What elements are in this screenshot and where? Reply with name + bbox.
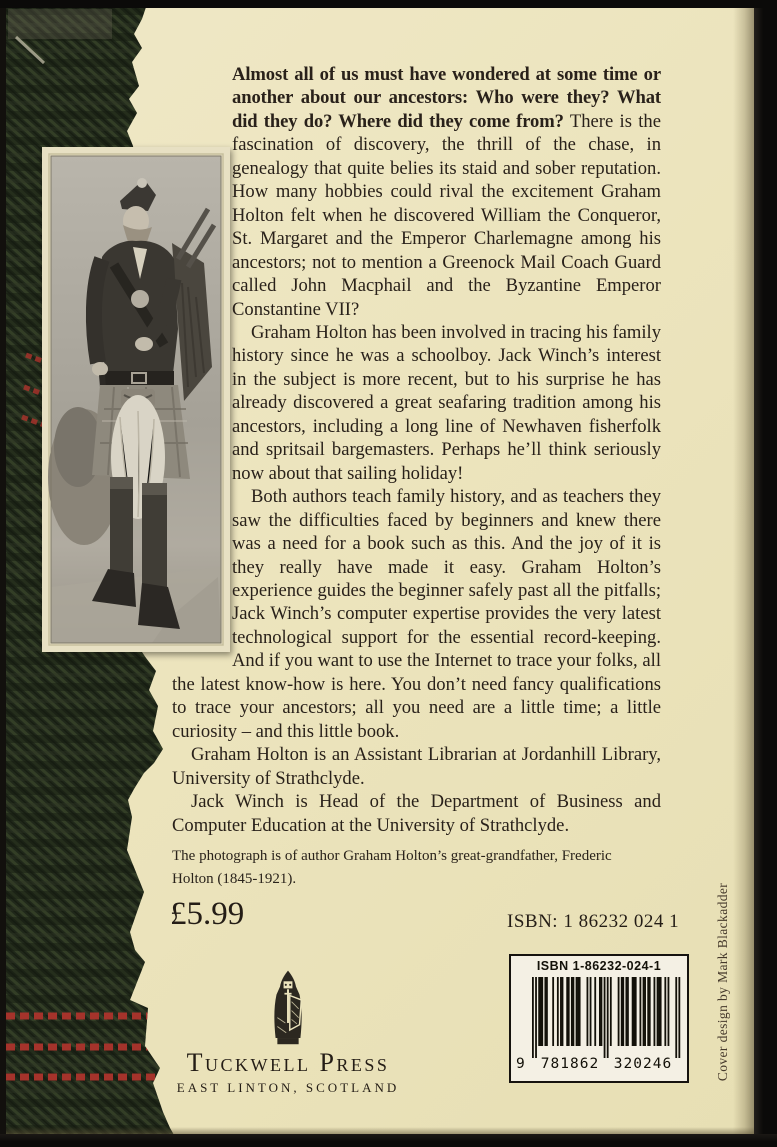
scan-edge-bottom [0,1134,777,1147]
blurb-paragraph-1 [172,63,661,321]
blurb-paragraph-2: Graham Holton has been involved in tracing his family history since he was a schoolboy. Jack Winch’s interest in the subject is more recent, but to his surprise he has already discovered a great seafaring tradition among his ancestors, including a long line of Newhaven fisherfolk and spritsail bargemasters. Perhaps he’ll think seriously now about that sailing holiday! [232,321,661,484]
barcode-box [509,954,689,1083]
back-cover-blurb [172,63,661,837]
blurb-paragraph-1-rest: There is the fascination of discovery, the thrill of the chase, in genealogy that quite belies its staid and sober reputation. How many hobbies could rival the excitement Graham Holton felt when he discovered William the Conqueror, St. Margaret and the Emperor Charlemagne among his ancestors; not to mention a Greenock Mail Coach Guard called John Macphail and the Byzantine Emperor Constantine VII? [232,110,661,320]
blurb-paragraph-4: Graham Holton is an Assistant Librarian at Jordanhill Library, University of Strathclyde. [172,744,661,789]
publisher-name: Tuckwell Press [186,1048,390,1077]
left-hose [110,477,133,573]
blurb-paragraph-3: Both authors teach family history, and as teachers they saw the difficulties faced by beginners and knew there was a need for a book such as this. And the joy of it is they really have made it easy. Graham Holton’s experience guides the beginner safely past all the pitfalls; Jack Winch’s computer expertise provides the very latest technological support for the essential record-keeping. And if you want to use the Internet to trace your folks, all the latest know-how is here. You don’t need fancy qualifications to trace your ancestors; all you need are a little time; a little curiosity – and this little book. [172,486,661,742]
cover-design-credit: Cover design by Mark Blackadder [715,882,730,1082]
publisher-location: EAST LINTON, SCOTLAND [176,1080,400,1095]
page-fold-shadow [733,7,754,1135]
barcode-bars [514,974,684,1071]
barcode-isbn-label: ISBN 1-86232-024-1 [536,959,662,973]
cover-bottom-shadow [6,1127,754,1134]
price: £5.99 [170,896,245,932]
barcode-digit-group2: 320246 [613,1056,673,1071]
publisher-imprint [168,968,408,1096]
worn-patch [8,9,112,39]
blurb-paragraph-5: Jack Winch is Head of the Department of Business and Computer Education at the University of Strathclyde. [172,791,661,836]
tuckwell-press-logo-icon [256,968,320,1046]
blurb-bold-intro: Almost all of us must have wondered at some time or another about our ancestors: Who were they? What did they do? Where did they come from? [232,64,661,132]
barcode-digit-group1: 781862 [540,1056,600,1071]
plaid-brooch [131,290,149,308]
scan-edge-right [754,0,777,1147]
barcode-digit-lead: 9 [516,1056,526,1071]
photo-caption: The photograph is of author Graham Holton’s great-grandfather, Frederic Holton (1845-1921). [172,848,612,887]
scan-edge-top [0,0,777,8]
photo-wrap-spacer [172,110,232,660]
right-hose [142,483,167,587]
isbn-text: ISBN: 1 86232 024 1 [507,911,680,932]
